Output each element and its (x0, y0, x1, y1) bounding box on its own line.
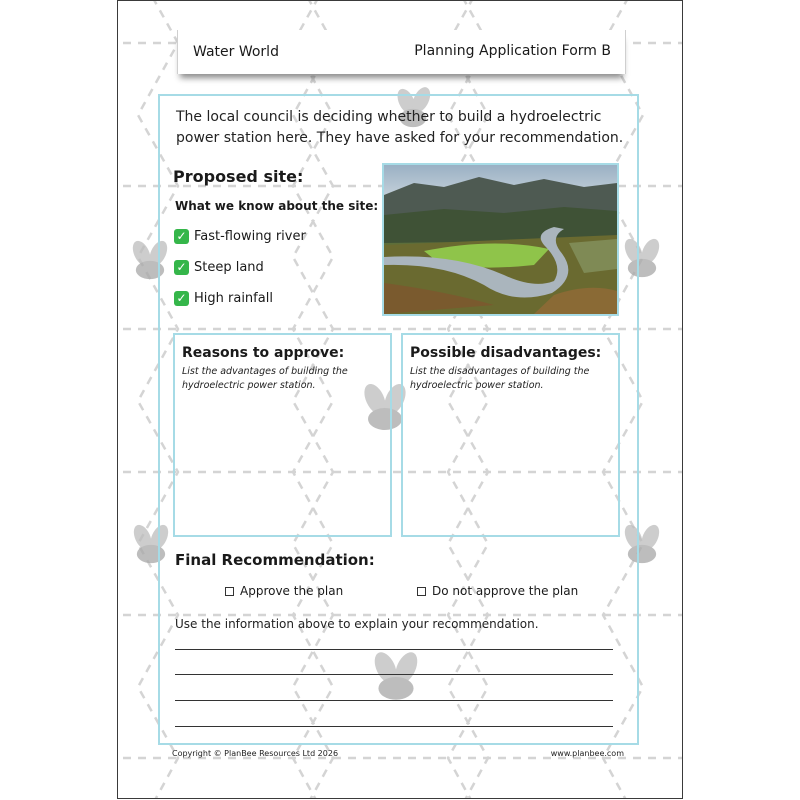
do-not-approve-option-label: Do not approve the plan (432, 584, 579, 598)
checkbox-icon[interactable] (417, 587, 426, 596)
disadvantages-heading: Possible disadvantages: (410, 345, 602, 361)
proposed-site-heading: Proposed site: (173, 167, 304, 186)
reasons-heading: Reasons to approve: (182, 345, 345, 361)
form-title: Planning Application Form B (414, 43, 611, 59)
writing-line[interactable] (175, 700, 613, 701)
green-check-icon: ✓ (174, 229, 189, 244)
site-fact-item (174, 229, 306, 244)
approve-option-label: Approve the plan (240, 584, 344, 598)
site-fact-label: Fast-flowing river (194, 229, 306, 244)
site-fact-item (174, 260, 264, 275)
writing-line[interactable] (175, 674, 613, 675)
reasons-to-approve-box[interactable] (173, 333, 392, 537)
copyright-text: Copyright © PlanBee Resources Ltd 2026 (172, 749, 339, 758)
reasons-instructions: List the advantages of building the hydroelectric power station. (182, 366, 348, 391)
checkbox-icon[interactable] (225, 587, 234, 596)
site-photo (382, 163, 619, 316)
topic-title: Water World (193, 44, 279, 60)
worksheet-page (117, 0, 683, 799)
river-valley-image (384, 165, 617, 314)
website-link[interactable]: www.planbee.com (550, 749, 624, 758)
disadvantages-instructions: List the disadvantages of building the hydroelectric power station. (410, 366, 590, 391)
writing-line[interactable] (175, 649, 613, 650)
do-not-approve-option[interactable] (417, 584, 578, 598)
final-recommendation-heading: Final Recommendation: (175, 551, 375, 569)
green-check-icon: ✓ (174, 291, 189, 306)
site-fact-label: High rainfall (194, 291, 273, 306)
explain-prompt: Use the information above to explain your recommendation. (175, 617, 539, 631)
site-fact-label: Steep land (194, 260, 264, 275)
intro-text: The local council is deciding whether to build a hydroelectric power station here. They have asked for your recommendation. (176, 109, 624, 146)
site-facts-heading: What we know about the site: (175, 199, 379, 213)
green-check-icon: ✓ (174, 260, 189, 275)
writing-line[interactable] (175, 726, 613, 727)
site-fact-item (174, 291, 273, 306)
possible-disadvantages-box[interactable] (401, 333, 620, 537)
approve-option[interactable] (225, 584, 343, 598)
header-card (177, 30, 626, 74)
